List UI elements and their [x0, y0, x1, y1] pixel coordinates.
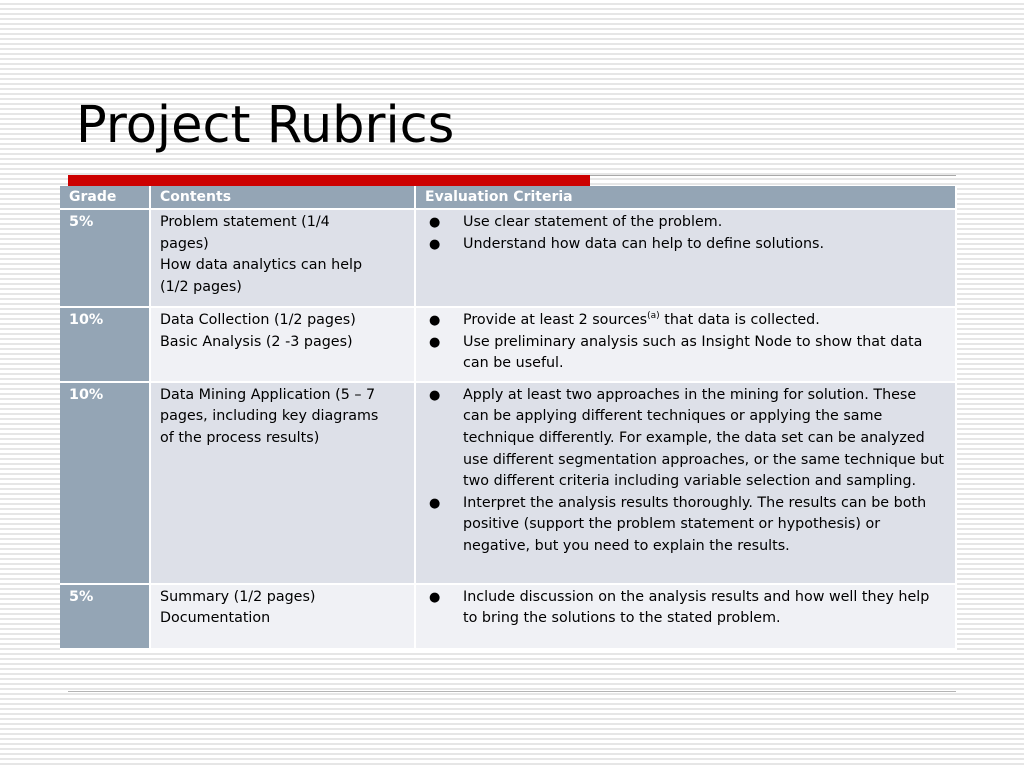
criteria-item: ● Interpret the analysis results thoroughly. The results can be both positive (support the problem statement or hypothesis) or negative, but you need to explain the results.: [429, 494, 927, 554]
contents-cell: [150, 584, 415, 649]
grade-cell: 10%: [60, 307, 150, 382]
criteria-item: ● Apply at least two approaches in the mining for solution. These can be applying different techniques or applying the same technique differently. For example, the data set can be analyzed use different segmentation approaches, or the same technique but two different criteria including variable selection and sampling.: [429, 386, 944, 490]
header-evaluation-criteria: Evaluation Criteria: [415, 186, 956, 209]
table-row: [60, 382, 956, 584]
bullet-icon: ●: [429, 589, 441, 605]
grade-cell: 5%: [60, 584, 150, 649]
table-row: [60, 209, 956, 307]
criteria-cell: [415, 307, 956, 382]
table-row: [60, 584, 956, 649]
contents-line: pages, including key diagrams: [160, 408, 379, 425]
table-header-row: [60, 186, 956, 209]
slide-title: Project Rubrics: [76, 96, 455, 155]
criteria-cell: [415, 382, 956, 584]
bullet-icon: ●: [429, 387, 441, 403]
table-row: [60, 307, 956, 382]
contents-line: (1/2 pages): [160, 278, 242, 295]
contents-line: Data Collection (1/2 pages): [160, 312, 356, 328]
contents-line: Summary (1/2 pages): [160, 588, 316, 605]
contents-line: Data Mining Application (5 – 7: [160, 386, 376, 403]
criteria-item: ● Use clear statement of the problem.: [425, 212, 946, 234]
title-accent-bar: [68, 175, 590, 186]
criteria-cell: [415, 209, 956, 307]
criteria-item: ● Use preliminary analysis such as Insight Node to show that data can be useful.: [429, 333, 923, 372]
contents-cell: [150, 209, 415, 307]
criteria-list: [425, 310, 946, 375]
bullet-icon: ●: [429, 313, 441, 328]
bullet-icon: ●: [429, 215, 441, 230]
contents-line: pages): [160, 235, 209, 252]
grade-cell: 10%: [60, 382, 150, 584]
criteria-list: [425, 587, 946, 630]
contents-cell: [150, 307, 415, 382]
bullet-icon: ●: [429, 334, 441, 350]
contents-line: Basic Analysis (2 -3 pages): [160, 333, 353, 350]
header-contents: Contents: [150, 186, 415, 209]
footer-divider-line: [68, 691, 956, 692]
contents-cell: [150, 382, 415, 584]
criteria-cell: [415, 584, 956, 649]
bullet-icon: ●: [429, 495, 441, 511]
contents-line: How data analytics can help: [160, 257, 363, 274]
rubric-table: [60, 186, 957, 650]
contents-line: of the process results): [160, 429, 320, 446]
criteria-item: ● Understand how data can help to define solutions.: [425, 234, 946, 256]
criteria-item: ● Include discussion on the analysis results and how well they help to bring the solutions to the stated problem.: [429, 588, 930, 627]
title-divider-line: [590, 175, 956, 176]
criteria-item: ● Provide at least 2 sources$^{(a)}$ that data is collected.: [425, 310, 946, 332]
grade-cell: 5%: [60, 209, 150, 307]
header-grade: Grade: [60, 186, 150, 209]
contents-line: Documentation: [160, 610, 271, 627]
footnote-marker: (a): [647, 311, 660, 321]
bullet-icon: ●: [429, 236, 441, 252]
criteria-list: [425, 385, 946, 558]
criteria-list: [425, 212, 946, 255]
contents-line: Problem statement (1/4: [160, 214, 330, 230]
